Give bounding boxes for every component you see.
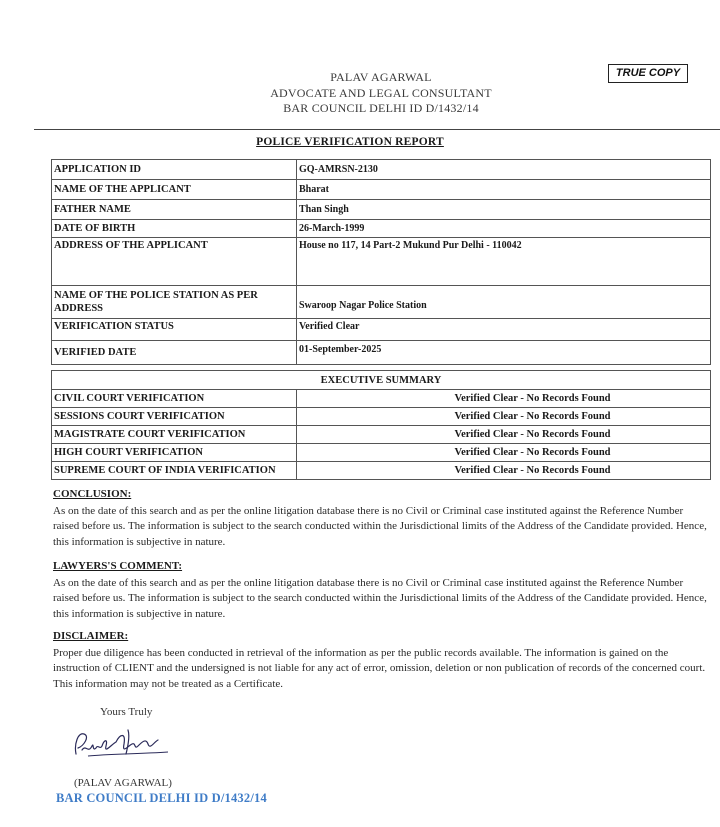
summary-label: SESSIONS COURT VERIFICATION	[52, 408, 297, 426]
closing-salutation: Yours Truly	[100, 706, 153, 718]
lawyers-comment-text: As on the date of this search and as per the online litigation database there is no Civil or Criminal case instituted against the Reference Number raised before us. The information is subject to the search conducted within the Jurisdictional limits of the Address of the Candidate provided. Hence, this information is subjective in nature.	[53, 576, 707, 620]
summary-result: Verified Clear - No Records Found	[297, 444, 711, 462]
table-row	[52, 286, 711, 319]
disclaimer-section	[53, 629, 708, 692]
table-row	[52, 390, 711, 408]
detail-label: APPLICATION ID	[52, 160, 297, 180]
signature-image	[68, 724, 178, 769]
summary-result: Verified Clear - No Records Found	[297, 462, 711, 480]
advocate-bar-id: BAR COUNCIL DELHI ID D/1432/14	[283, 101, 479, 115]
detail-label: FATHER NAME	[52, 200, 297, 220]
table-row	[52, 238, 711, 286]
conclusion-text: As on the date of this search and as per the online litigation database there is no Civil or Criminal case instituted against the Reference Number raised before us. The information is subject to the search conducted within the Jurisdictional limits of the Address of the Candidate provided. Hence, this information is subjective in nature.	[53, 504, 707, 548]
table-row	[52, 341, 711, 365]
summary-label: CIVIL COURT VERIFICATION	[52, 390, 297, 408]
detail-label: DATE OF BIRTH	[52, 220, 297, 238]
detail-value: Than Singh	[297, 200, 711, 220]
table-row	[52, 160, 711, 180]
table-row	[52, 371, 711, 390]
detail-value: GQ-AMRSN-2130	[297, 160, 711, 180]
detail-value: 26-March-1999	[297, 220, 711, 238]
detail-value: Swaroop Nagar Police Station	[297, 286, 711, 319]
table-row	[52, 408, 711, 426]
report-title: POLICE VERIFICATION REPORT	[256, 136, 444, 148]
table-row	[52, 180, 711, 200]
table-row	[52, 462, 711, 480]
lawyers-comment-heading: LAWYERS'S COMMENT:	[53, 560, 183, 572]
detail-value: Bharat	[297, 180, 711, 200]
summary-result: Verified Clear - No Records Found	[297, 390, 711, 408]
table-row	[52, 426, 711, 444]
disclaimer-heading: DISCLAIMER:	[53, 630, 129, 642]
summary-label: HIGH COURT VERIFICATION	[52, 444, 297, 462]
detail-label: VERIFICATION STATUS	[52, 319, 297, 341]
table-row	[52, 200, 711, 220]
summary-result: Verified Clear - No Records Found	[297, 408, 711, 426]
detail-value: Verified Clear	[297, 319, 711, 341]
signatory-bar-id: BAR COUNCIL DELHI ID D/1432/14	[56, 791, 267, 805]
advocate-name: PALAV AGARWAL	[330, 70, 432, 84]
table-row	[52, 444, 711, 462]
detail-label: ADDRESS OF THE APPLICANT	[52, 238, 297, 286]
lawyers-comment-section	[53, 559, 708, 622]
detail-label: VERIFIED DATE	[52, 341, 297, 365]
detail-value: House no 117, 14 Part-2 Mukund Pur Delhi - 110042	[297, 238, 711, 286]
table-row	[52, 220, 711, 238]
executive-summary-table	[51, 370, 711, 480]
conclusion-heading: CONCLUSION:	[53, 488, 132, 500]
detail-label: NAME OF THE POLICE STATION AS PER ADDRESS	[52, 286, 297, 319]
true-copy-stamp: TRUE COPY	[608, 64, 688, 83]
details-table	[51, 159, 711, 365]
executive-summary-heading: EXECUTIVE SUMMARY	[52, 371, 711, 390]
summary-result: Verified Clear - No Records Found	[297, 426, 711, 444]
table-row	[52, 319, 711, 341]
signatory-name: (PALAV AGARWAL)	[74, 777, 172, 789]
detail-label: NAME OF THE APPLICANT	[52, 180, 297, 200]
conclusion-section	[53, 487, 708, 550]
disclaimer-text: Proper due diligence has been conducted in retrieval of the information as per the public records available. The information is gained on the instruction of CLIENT and the undersigned is not liable for any act of error, omission, deletion or non publication of records of the concerned court. This information may not be treated as a Certificate.	[53, 646, 706, 690]
advocate-designation: ADVOCATE AND LEGAL CONSULTANT	[270, 85, 492, 100]
header-divider	[34, 129, 720, 130]
detail-value: 01-September-2025	[297, 341, 711, 365]
summary-label: MAGISTRATE COURT VERIFICATION	[52, 426, 297, 444]
summary-label: SUPREME COURT OF INDIA VERIFICATION	[52, 462, 297, 480]
